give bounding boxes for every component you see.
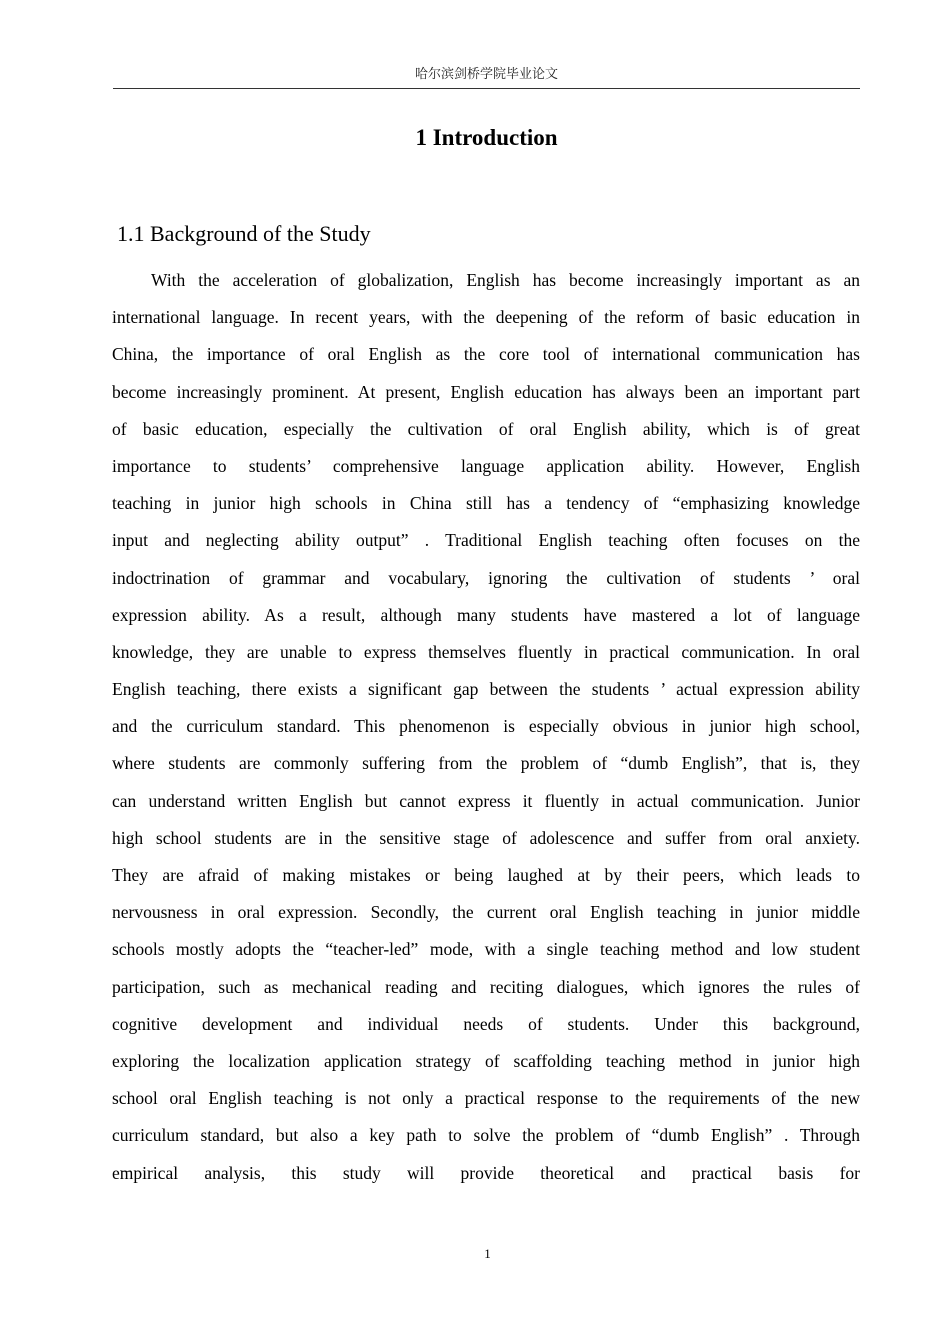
- body-line: cognitive development and individual needs of students. Under this background,: [112, 1013, 860, 1034]
- body-line: become increasingly prominent. At present, English education has always been an important part: [112, 381, 860, 402]
- body-line: and the curriculum standard. This phenomenon is especially obvious in junior high school,: [112, 716, 860, 737]
- body-line: nervousness in oral expression. Secondly, the current oral English teaching in junior middle: [112, 902, 860, 923]
- body-line: teaching in junior high schools in China still has a tendency of “emphasizing knowledge: [112, 493, 860, 514]
- body-line: China, the importance of oral English as the core tool of international communication has: [112, 344, 860, 365]
- body-line: They are afraid of making mistakes or being laughed at by their peers, which leads to: [112, 865, 860, 885]
- header-rule: [113, 88, 860, 89]
- body-line: high school students are in the sensitive stage of adolescence and suffer from oral anxiety.: [112, 827, 860, 848]
- section-heading: 1.1 Background of the Study: [117, 221, 371, 246]
- body-line: of basic education, especially the cultivation of oral English ability, which is of great: [112, 418, 860, 439]
- body-line: exploring the localization application strategy of scaffolding teaching method in junior high: [112, 1050, 860, 1071]
- body-line: curriculum standard, but also a key path to solve the problem of “dumb English” . Through: [112, 1125, 860, 1146]
- body-line: English teaching, there exists a significant gap between the students ’ actual expression ability: [112, 679, 860, 700]
- body-line: With the acceleration of globalization, English has become increasingly important as an: [151, 270, 860, 290]
- body-line: schools mostly adopts the “teacher-led” mode, with a single teaching method and low student: [112, 939, 860, 960]
- body-line: importance to students’ comprehensive language application ability. However, English: [112, 455, 860, 476]
- body-line: participation, such as mechanical reading and reciting dialogues, which ignores the rules of: [112, 976, 860, 997]
- body-line: input and neglecting ability output” . Traditional English teaching often focuses on the: [112, 530, 860, 551]
- body-line: empirical analysis, this study will provide theoretical and practical basis for: [112, 1162, 860, 1183]
- page-number: 1: [484, 1246, 491, 1261]
- running-header: 哈尔滨剑桥学院毕业论文: [414, 67, 558, 82]
- body-line: indoctrination of grammar and vocabulary, ignoring the cultivation of students ’ oral: [112, 567, 860, 588]
- body-line: can understand written English but cannot express it fluently in actual communication. Junior: [112, 790, 860, 811]
- body-line: where students are commonly suffering from the problem of “dumb English”, that is, they: [112, 753, 860, 774]
- body-line: expression ability. As a result, although many students have mastered a lot of language: [112, 604, 860, 625]
- body-line: international language. In recent years, with the deepening of the reform of basic education in: [112, 307, 860, 328]
- chapter-title: 1 Introduction: [415, 125, 558, 150]
- body-paragraph: [112, 262, 860, 1192]
- body-line: school oral English teaching is not only a practical response to the requirements of the new: [112, 1088, 860, 1109]
- body-line: knowledge, they are unable to express themselves fluently in practical communication. In oral: [112, 641, 860, 662]
